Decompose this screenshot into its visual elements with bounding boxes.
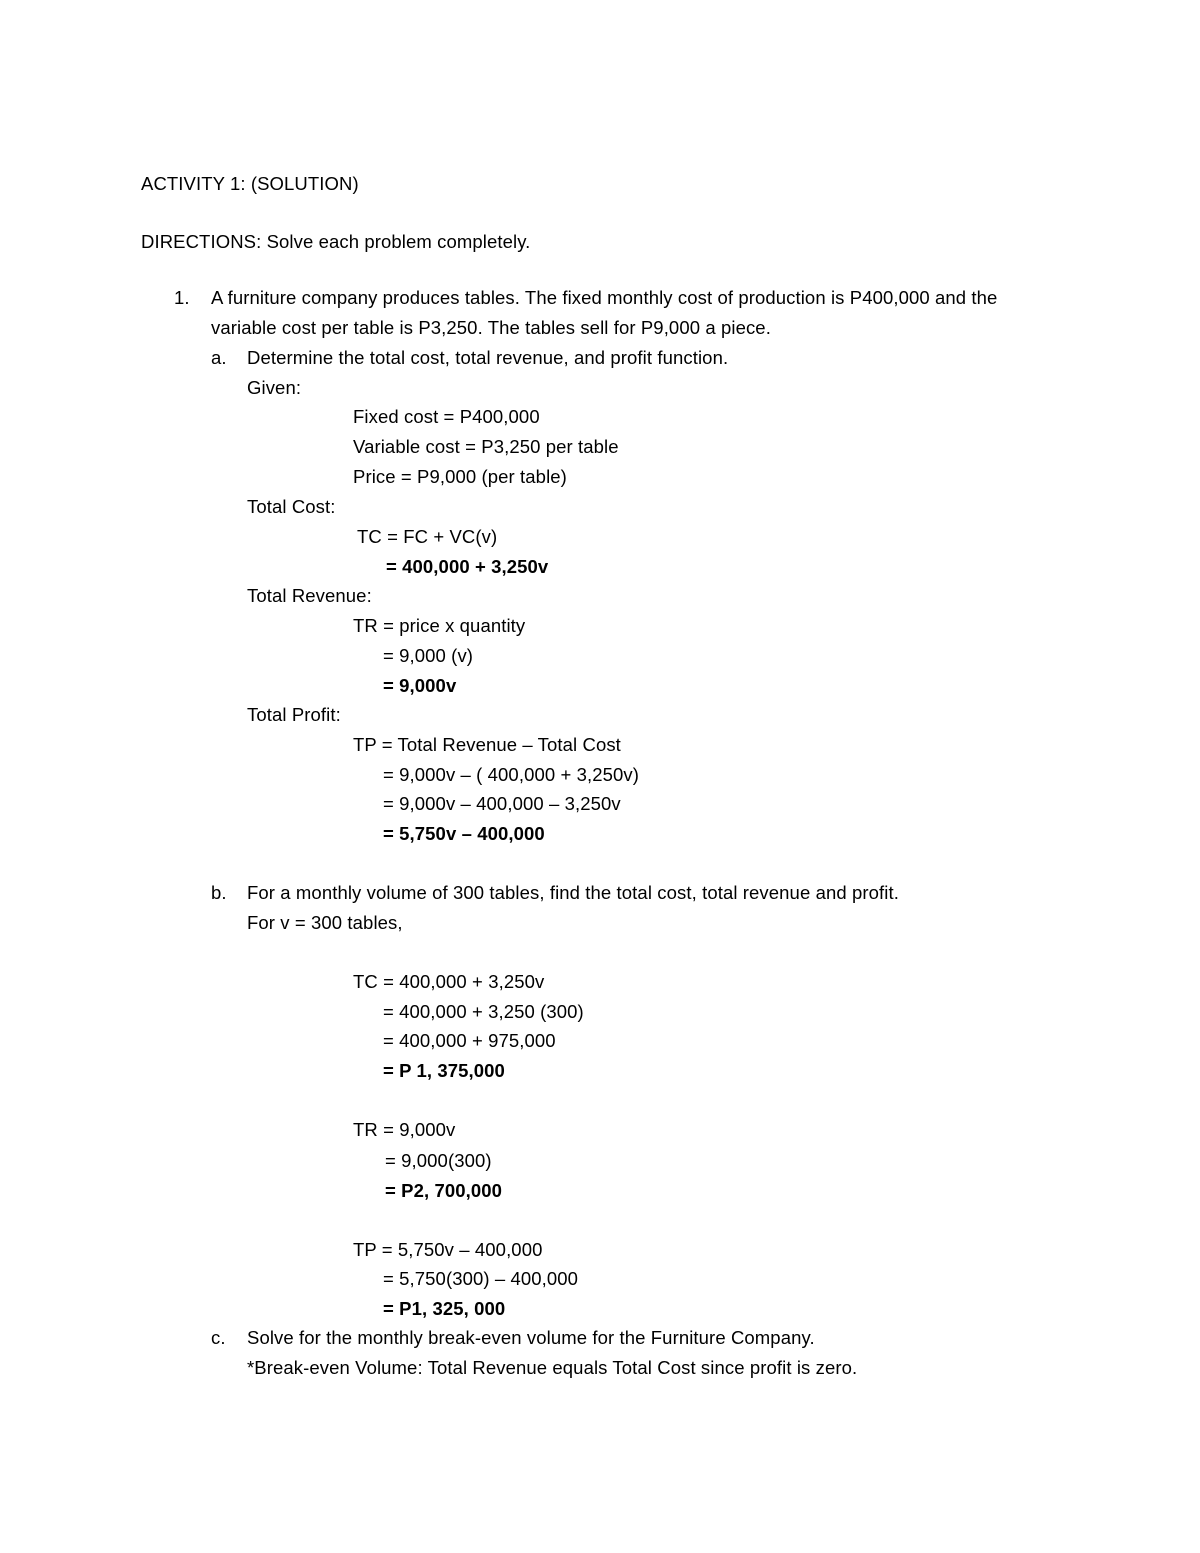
b-tp-result: = P1, 325, 000 [383, 1298, 506, 1319]
b-tc-result: = P 1, 375,000 [383, 1060, 505, 1081]
b-tc-step-2: = 400,000 + 975,000 [383, 1030, 556, 1051]
tp-step-1: = 9,000v – ( 400,000 + 3,250v) [383, 764, 640, 785]
tp-step-2: = 9,000v – 400,000 – 3,250v [383, 793, 621, 814]
total-revenue-label: Total Revenue: [247, 585, 372, 606]
tp-result: = 5,750v – 400,000 [383, 823, 545, 844]
problem-statement-line2: variable cost per table is P3,250. The tables sell for P9,000 a piece. [211, 317, 771, 338]
directions: DIRECTIONS: Solve each problem completely. [141, 231, 531, 252]
given-label: Given: [247, 377, 302, 398]
part-c-question: Solve for the monthly break-even volume for the Furniture Company. [247, 1327, 815, 1348]
tc-result: = 400,000 + 3,250v [386, 556, 549, 577]
problem-number: 1. [174, 287, 190, 308]
tp-formula: TP = Total Revenue – Total Cost [353, 734, 621, 755]
b-tr-result: = P2, 700,000 [385, 1180, 503, 1201]
b-tr-step: = 9,000(300) [385, 1150, 492, 1171]
part-a-letter: a. [211, 347, 227, 368]
b-tr-formula: TR = 9,000v [353, 1119, 456, 1140]
tr-step: = 9,000 (v) [383, 645, 474, 666]
part-b-given: For v = 300 tables, [247, 912, 403, 933]
part-a-question: Determine the total cost, total revenue, and profit function. [247, 347, 729, 368]
given-variable-cost: Variable cost = P3,250 per table [353, 436, 619, 457]
total-cost-label: Total Cost: [247, 496, 336, 517]
b-tc-step-1: = 400,000 + 3,250 (300) [383, 1001, 584, 1022]
b-tc-formula: TC = 400,000 + 3,250v [353, 971, 545, 992]
tr-formula: TR = price x quantity [353, 615, 526, 636]
activity-title: ACTIVITY 1: (SOLUTION) [141, 173, 359, 194]
tr-result: = 9,000v [383, 675, 457, 696]
part-c-letter: c. [211, 1327, 226, 1348]
total-profit-label: Total Profit: [247, 704, 341, 725]
given-price: Price = P9,000 (per table) [353, 466, 567, 487]
problem-statement-line1: A furniture company produces tables. The fixed monthly cost of production is P400,000 and the [211, 287, 998, 308]
tc-formula: TC = FC + VC(v) [357, 526, 498, 547]
b-tp-step: = 5,750(300) – 400,000 [383, 1268, 579, 1289]
part-b-letter: b. [211, 882, 227, 903]
given-fixed-cost: Fixed cost = P400,000 [353, 406, 540, 427]
b-tp-formula: TP = 5,750v – 400,000 [353, 1239, 543, 1260]
part-b-question: For a monthly volume of 300 tables, find the total cost, total revenue and profit. [247, 882, 899, 903]
part-c-note: *Break-even Volume: Total Revenue equals Total Cost since profit is zero. [247, 1357, 858, 1378]
